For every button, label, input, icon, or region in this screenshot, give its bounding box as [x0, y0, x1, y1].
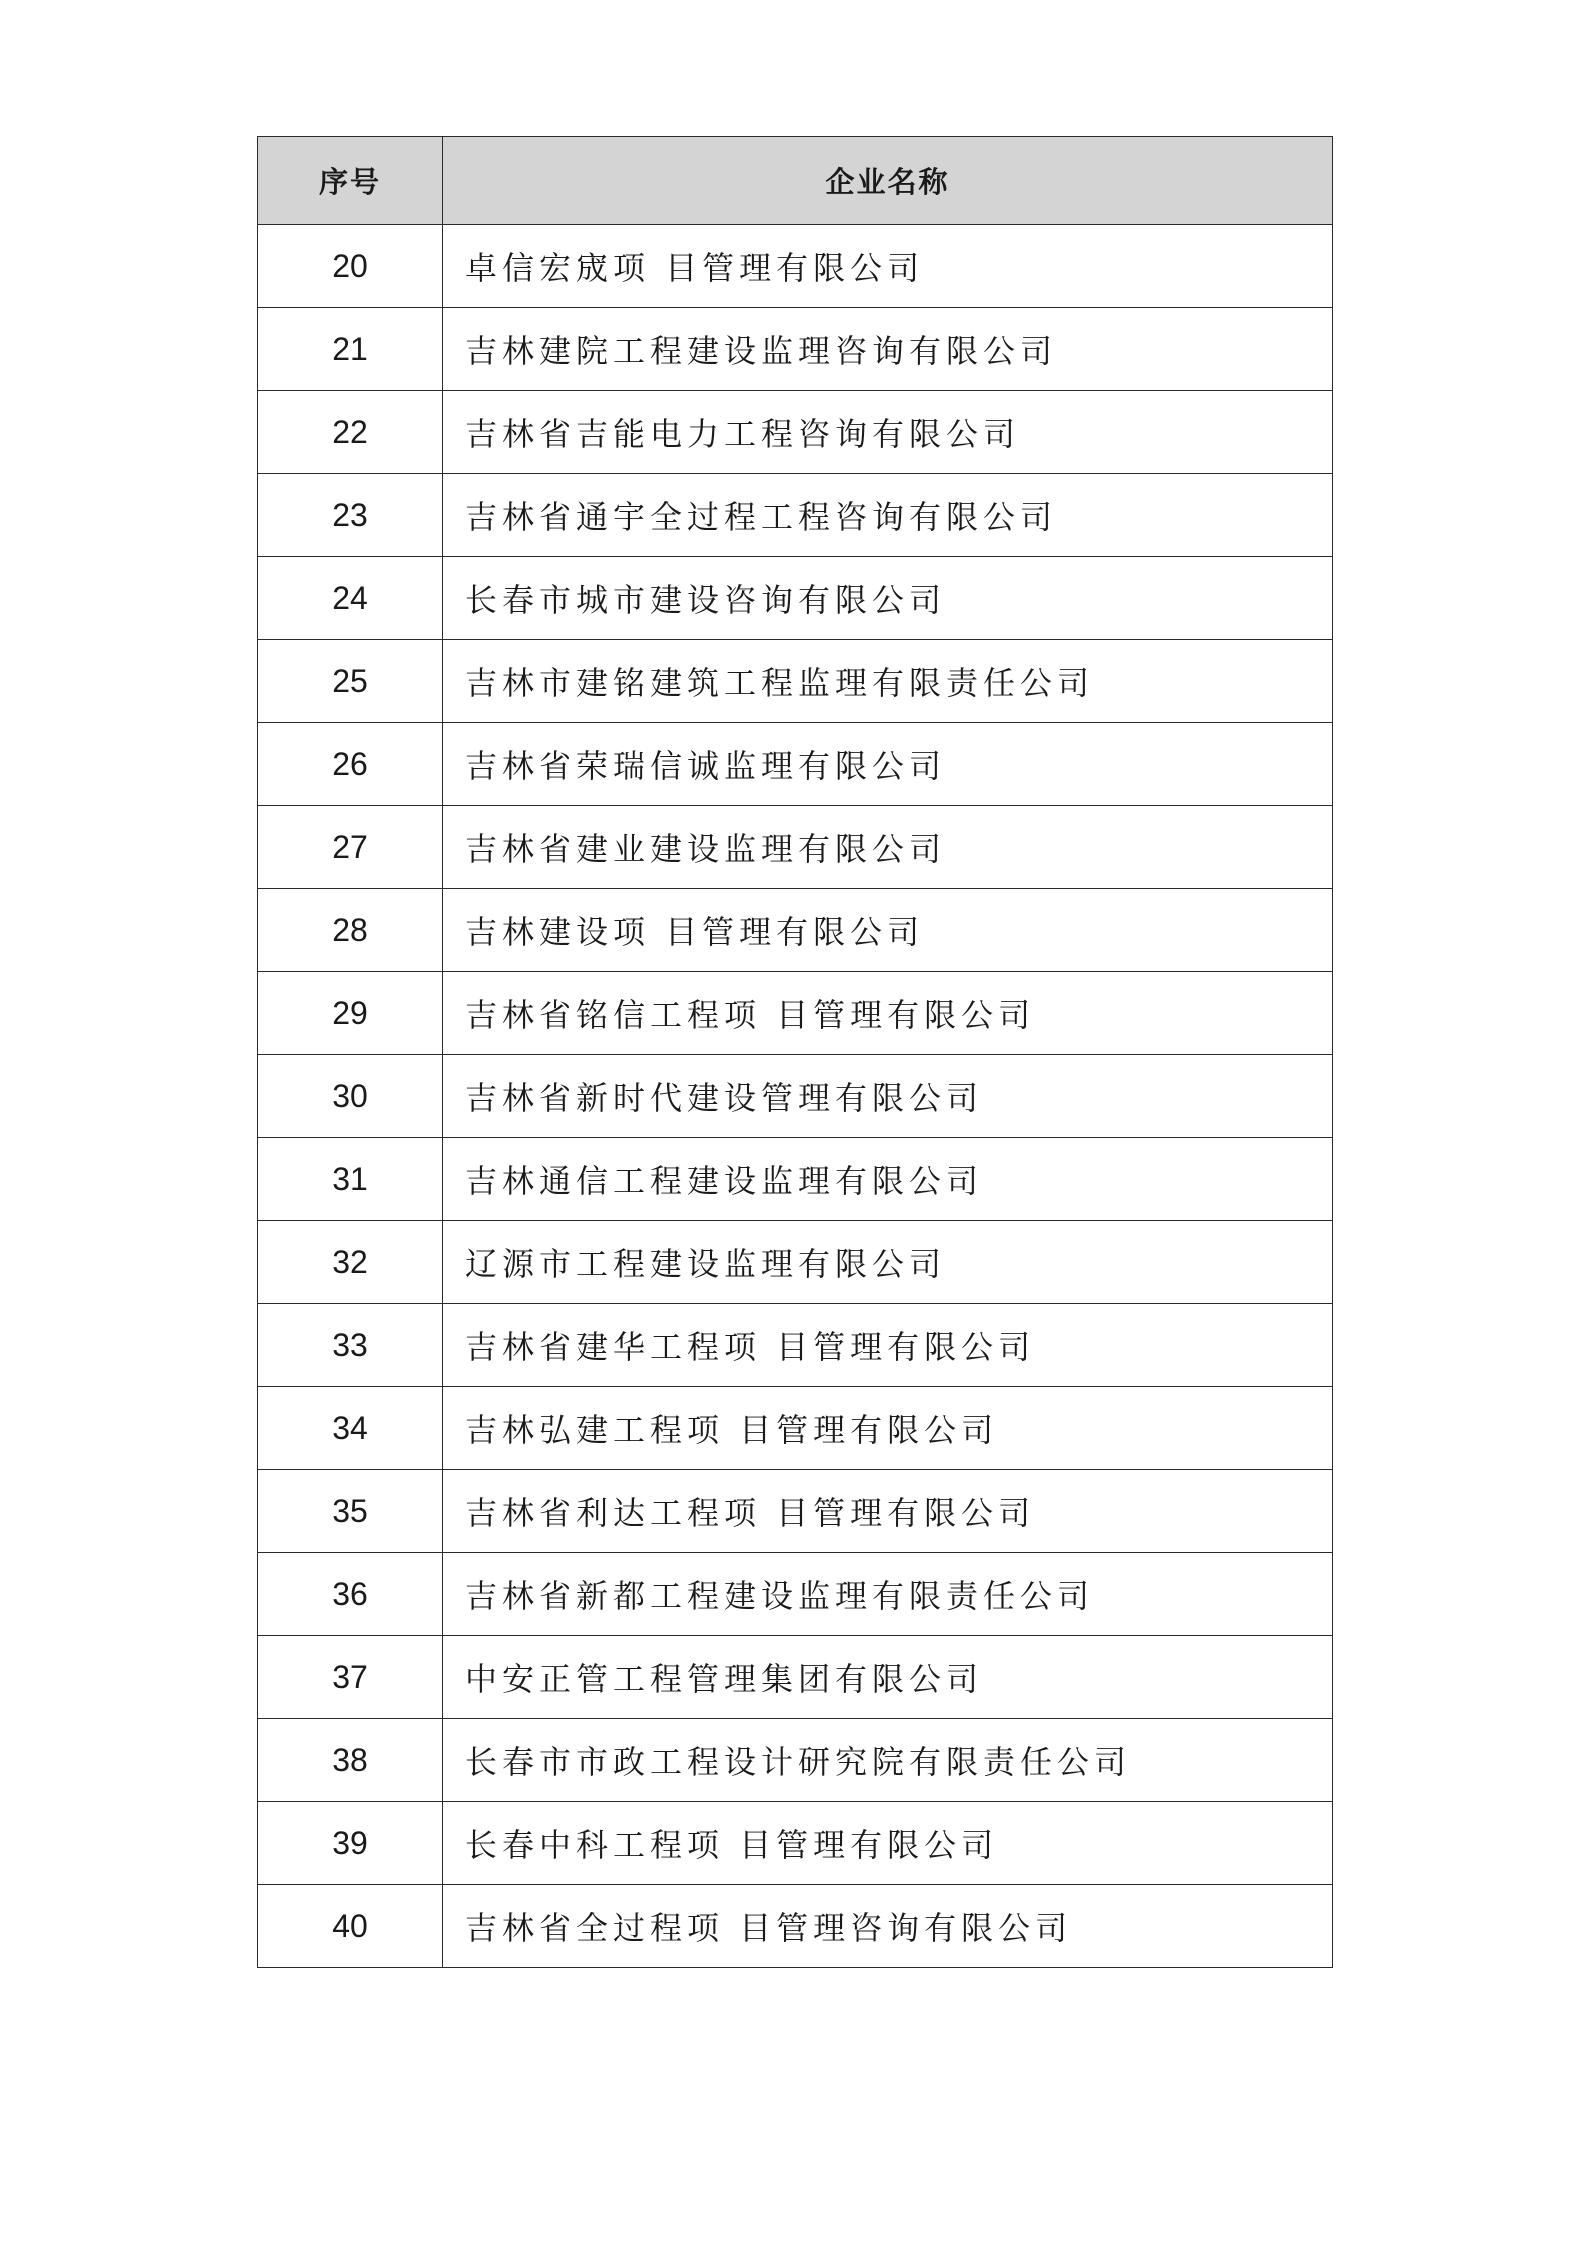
row-number: 24: [258, 557, 443, 640]
table-row: [258, 640, 1333, 723]
row-number: 23: [258, 474, 443, 557]
row-number: 40: [258, 1885, 443, 1968]
enterprise-name: 吉林省新时代建设管理有限公司: [443, 1055, 1333, 1138]
column-header-number: 序号: [258, 137, 443, 225]
table-row: [258, 972, 1333, 1055]
enterprise-name: 吉林省荣瑞信诚监理有限公司: [443, 723, 1333, 806]
table-row: [258, 1636, 1333, 1719]
table-header-row: [258, 137, 1333, 225]
table-row: [258, 1221, 1333, 1304]
row-number: 27: [258, 806, 443, 889]
document-page: [257, 136, 1332, 1968]
row-number: 28: [258, 889, 443, 972]
row-number: 30: [258, 1055, 443, 1138]
enterprise-name: 吉林通信工程建设监理有限公司: [443, 1138, 1333, 1221]
enterprise-name: 吉林省建华工程项 目管理有限公司: [443, 1304, 1333, 1387]
row-number: 33: [258, 1304, 443, 1387]
table-row: [258, 806, 1333, 889]
row-number: 22: [258, 391, 443, 474]
row-number: 38: [258, 1719, 443, 1802]
row-number: 32: [258, 1221, 443, 1304]
table-row: [258, 1719, 1333, 1802]
table-row: [258, 1138, 1333, 1221]
row-number: 35: [258, 1470, 443, 1553]
table-row: [258, 225, 1333, 308]
enterprise-name: 吉林省吉能电力工程咨询有限公司: [443, 391, 1333, 474]
row-number: 31: [258, 1138, 443, 1221]
enterprise-name: 吉林省新都工程建设监理有限责任公司: [443, 1553, 1333, 1636]
row-number: 26: [258, 723, 443, 806]
row-number: 34: [258, 1387, 443, 1470]
enterprise-name: 吉林省利达工程项 目管理有限公司: [443, 1470, 1333, 1553]
enterprise-name: 吉林省全过程项 目管理咨询有限公司: [443, 1885, 1333, 1968]
table-row: [258, 889, 1333, 972]
enterprise-name: 辽源市工程建设监理有限公司: [443, 1221, 1333, 1304]
enterprise-name: 吉林省通宇全过程工程咨询有限公司: [443, 474, 1333, 557]
table-row: [258, 723, 1333, 806]
table-row: [258, 1387, 1333, 1470]
row-number: 37: [258, 1636, 443, 1719]
column-header-enterprise-name: 企业名称: [443, 137, 1333, 225]
row-number: 21: [258, 308, 443, 391]
enterprise-name: 长春市城市建设咨询有限公司: [443, 557, 1333, 640]
table-row: [258, 391, 1333, 474]
enterprise-name: 长春市市政工程设计研究院有限责任公司: [443, 1719, 1333, 1802]
row-number: 29: [258, 972, 443, 1055]
table-row: [258, 474, 1333, 557]
table-row: [258, 1055, 1333, 1138]
enterprise-name: 吉林弘建工程项 目管理有限公司: [443, 1387, 1333, 1470]
enterprise-name: 卓信宏宬项 目管理有限公司: [443, 225, 1333, 308]
table-row: [258, 1885, 1333, 1968]
table-row: [258, 1802, 1333, 1885]
table-row: [258, 308, 1333, 391]
enterprise-table: [257, 136, 1333, 1968]
enterprise-name: 吉林省建业建设监理有限公司: [443, 806, 1333, 889]
row-number: 36: [258, 1553, 443, 1636]
enterprise-name: 吉林建院工程建设监理咨询有限公司: [443, 308, 1333, 391]
row-number: 20: [258, 225, 443, 308]
table-row: [258, 1304, 1333, 1387]
table-row: [258, 557, 1333, 640]
table-row: [258, 1553, 1333, 1636]
row-number: 25: [258, 640, 443, 723]
enterprise-name: 吉林建设项 目管理有限公司: [443, 889, 1333, 972]
table-row: [258, 1470, 1333, 1553]
enterprise-name: 长春中科工程项 目管理有限公司: [443, 1802, 1333, 1885]
enterprise-name: 吉林省铭信工程项 目管理有限公司: [443, 972, 1333, 1055]
enterprise-name: 吉林市建铭建筑工程监理有限责任公司: [443, 640, 1333, 723]
enterprise-name: 中安正管工程管理集团有限公司: [443, 1636, 1333, 1719]
row-number: 39: [258, 1802, 443, 1885]
